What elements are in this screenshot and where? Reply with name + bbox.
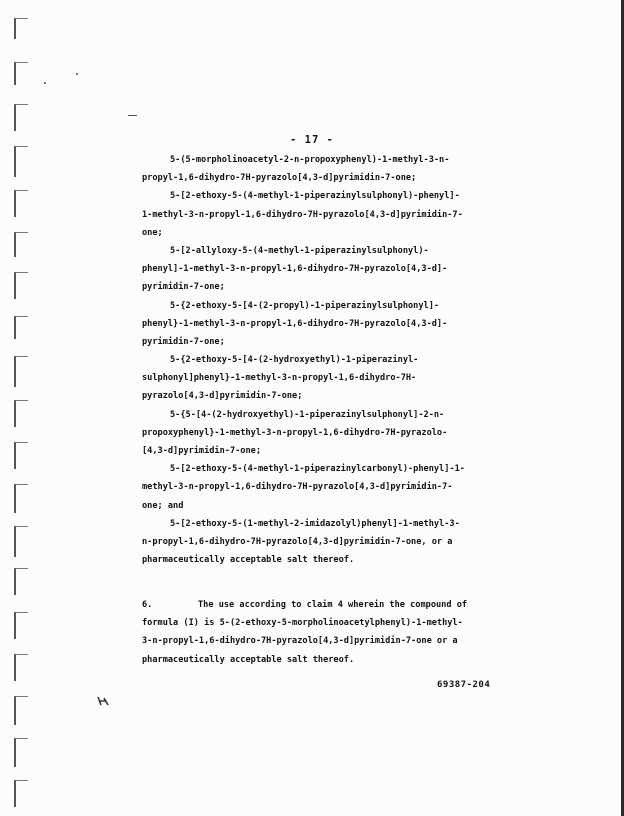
text-line: pharmaceutically acceptable salt thereof.: [142, 654, 355, 665]
text-line: 1-methyl-3-n-propyl-1,6-dihydro-7H-pyrazolo[4,3-d]pyrimidin-7-: [142, 209, 463, 220]
text-line: one;: [142, 227, 163, 238]
binder-mark: [14, 568, 28, 595]
binder-mark: [14, 484, 28, 513]
text-line: pyrimidin-7-one;: [142, 336, 225, 347]
text-line: 5-[2-ethoxy-5-(1-methyl-2-imidazolyl)phenyl]-1-methyl-3-: [170, 518, 460, 529]
text-line: phenyl}-1-methyl-3-n-propyl-1,6-dihydro-7H-pyrazolo[4,3-d]-: [142, 318, 448, 329]
text-line: phenyl]-1-methyl-3-n-propyl-1,6-dihydro-7H-pyrazolo[4,3-d]-: [142, 264, 448, 275]
binder-mark: [14, 612, 28, 639]
claim-first-line: [142, 596, 492, 614]
text-line: 5-{2-ethoxy-5-[4-(2-hydroxyethyl)-1-piperazinyl-: [170, 355, 419, 366]
document-reference: 69387-204: [437, 680, 491, 690]
text-line: pyrimidin-7-one;: [142, 282, 225, 293]
text-line: 5-[2-ethoxy-5-(4-methyl-1-piperazinylsulphonyl)-phenyl]-: [170, 191, 460, 202]
compound-paragraph: [142, 151, 492, 187]
binder-mark: [14, 442, 28, 469]
binder-mark: [14, 526, 28, 557]
compound-paragraph: [142, 515, 492, 570]
binder-mark: [14, 190, 28, 217]
margin-scribble: [96, 695, 110, 707]
text-line: [4,3-d]pyrimidin-7-one;: [142, 446, 261, 456]
page-number: - 17 -: [290, 134, 334, 146]
compound-paragraph: [142, 242, 492, 297]
binder-mark: [14, 104, 28, 131]
text-line: n-propyl-1,6-dihydro-7H-pyrazolo[4,3-d]pyrimidin-7-one, or a: [142, 536, 453, 547]
text-line: propyl-1,6-dihydro-7H-pyrazolo[4,3-d]pyrimidin-7-one;: [142, 173, 417, 184]
compound-paragraph: [142, 297, 492, 352]
text-line: 5-{2-ethoxy-5-[4-(2-propyl)-1-piperazinylsulphonyl]-: [170, 300, 440, 311]
compound-paragraph: [142, 187, 492, 242]
text-line: 5-[2-ethoxy-5-(4-methyl-1-piperazinylcarbonyl)-phenyl]-1-: [170, 464, 465, 475]
scan-speck: [76, 73, 78, 75]
text-line: 5-(5-morpholinoacetyl-2-n-propoxyphenyl)-1-methyl-3-n-: [170, 155, 450, 165]
text-line: methyl-3-n-propyl-1,6-dihydro-7H-pyrazolo[4,3-d]pyrimidin-7-: [142, 482, 453, 493]
text-line: pharmaceutically acceptable salt thereof.: [142, 555, 355, 566]
text-line: propoxyphenyl}-1-methyl-3-n-propyl-1,6-dihydro-7H-pyrazolo-: [142, 427, 448, 438]
binder-mark: [14, 232, 28, 257]
text-line: formula (I) is 5-(2-ethoxy-5-morpholinoacetylphenyl)-1-methyl-: [142, 618, 463, 629]
claim-6: [142, 596, 492, 669]
binder-mark: [14, 18, 28, 39]
binder-mark: [14, 696, 28, 725]
binder-mark: [14, 356, 28, 387]
text-line: sulphonyl]phenyl}-1-methyl-3-n-propyl-1,6-dihydro-7H-: [142, 373, 417, 384]
compound-paragraph: [142, 460, 492, 515]
text-line: pyrazolo[4,3-d]pyrimidin-7-one;: [142, 391, 303, 402]
compound-paragraph: [142, 351, 492, 406]
compound-list: [142, 151, 492, 569]
binder-mark: [14, 62, 28, 85]
binder-mark: [14, 146, 28, 177]
claim-number: 6.: [142, 600, 153, 610]
binder-mark: [14, 272, 28, 299]
binder-mark: [14, 654, 28, 681]
scan-speck: [44, 82, 46, 84]
binder-mark: [14, 400, 28, 427]
text-line: 5-[2-allyloxy-5-(4-methyl-1-piperazinylsulphonyl)-: [170, 245, 429, 256]
binder-mark: [14, 780, 28, 807]
scan-speck: [128, 115, 137, 116]
text-line: 5-{5-[4-(2-hydroxyethyl)-1-piperazinylsulphonyl]-2-n-: [170, 409, 445, 420]
binder-mark: [14, 738, 28, 767]
compound-paragraph: [142, 406, 492, 461]
binder-mark: [14, 316, 28, 339]
text-line: The use according to claim 4 wherein the compound of: [198, 600, 468, 610]
text-line: one; and: [142, 500, 184, 511]
text-line: 3-n-propyl-1,6-dihydro-7H-pyrazolo[4,3-d]pyrimidin-7-one or a: [142, 636, 458, 647]
